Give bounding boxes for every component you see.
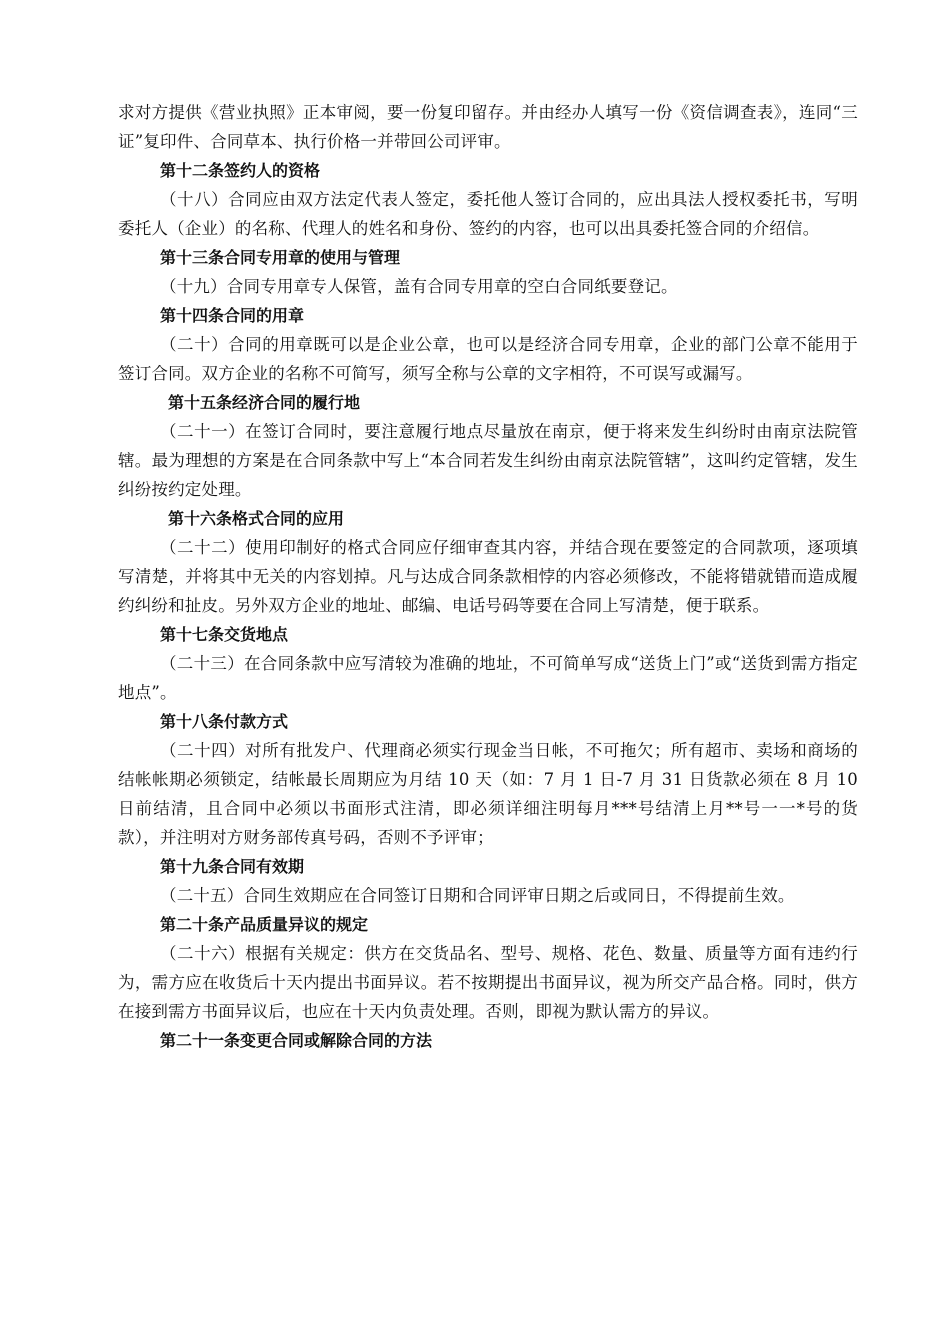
- paragraph: （二十一）在签订合同时，要注意履行地点尽量放在南京，便于将来发生纠纷时由南京法院管辖。最为理想的方案是在合同条款中写上“本合同若发生纠纷由南京法院管辖”，这叫约定管辖，发生纠纷按约定处理。: [118, 422, 858, 499]
- section-heading: 第十八条付款方式: [160, 712, 289, 731]
- section-heading: 第十五条经济合同的履行地: [168, 393, 361, 412]
- section-heading: 第十二条签约人的资格: [160, 161, 321, 180]
- paragraph: （十九）合同专用章专人保管，盖有合同专用章的空白合同纸要登记。: [160, 277, 678, 296]
- section-heading: 第二十一条变更合同或解除合同的方法: [160, 1031, 433, 1050]
- section-heading: 第十六条格式合同的应用: [168, 509, 345, 528]
- paragraph: （二十四）对所有批发户、代理商必须实行现金当日帐，不可拖欠；所有超市、卖场和商场的结帐帐期必须锁定，结帐最长周期应为月结 10 天（如：7 月 1 日-7 月 31 日货款必须在 8 月 10 日前结清，且合同中必须以书面形式注清，即必须详细注明每月***号结清上月**号一一*号的货款），并注明对方财务部传真号码，否则不予评审；: [118, 741, 858, 847]
- paragraph: （二十三）在合同条款中应写清较为准确的地址，不可简单写成“送货上门”或“送货到需方指定地点”。: [118, 654, 858, 702]
- document-body: [118, 98, 858, 1055]
- section-heading: 第十七条交货地点: [160, 625, 289, 644]
- section-heading: 第十三条合同专用章的使用与管理: [160, 248, 401, 267]
- section-heading: 第十四条合同的用章: [160, 306, 305, 325]
- paragraph: （十八）合同应由双方法定代表人签定，委托他人签订合同的，应出具法人授权委托书，写明委托人（企业）的名称、代理人的姓名和身份、签约的内容，也可以出具委托签合同的介绍信。: [118, 190, 858, 238]
- paragraph: （二十六）根据有关规定：供方在交货品名、型号、规格、花色、数量、质量等方面有违约行为，需方应在收货后十天内提出书面异议。若不按期提出书面异议，视为所交产品合格。同时，供方在接到需方书面异议后，也应在十天内负责处理。否则，即视为默认需方的异议。: [118, 944, 858, 1021]
- section-heading: 第十九条合同有效期: [160, 857, 305, 876]
- paragraph: 求对方提供《营业执照》正本审阅，要一份复印留存。并由经办人填写一份《资信调查表》，连同“三证”复印件、合同草本、执行价格一并带回公司评审。: [118, 103, 858, 151]
- paragraph: （二十二）使用印制好的格式合同应仔细审查其内容，并结合现在要签定的合同款项，逐项填写清楚，并将其中无关的内容划掉。凡与达成合同条款相悖的内容必须修改，不能将错就错而造成履约纠纷和扯皮。另外双方企业的地址、邮编、电话号码等要在合同上写清楚，便于联系。: [118, 538, 858, 615]
- section-heading: 第二十条产品质量异议的规定: [160, 915, 369, 934]
- paragraph: （二十）合同的用章既可以是企业公章，也可以是经济合同专用章，企业的部门公章不能用于签订合同。双方企业的名称不可简写，须写全称与公章的文字相符，不可误写或漏写。: [118, 335, 858, 383]
- paragraph: （二十五）合同生效期应在合同签订日期和合同评审日期之后或同日，不得提前生效。: [160, 886, 795, 905]
